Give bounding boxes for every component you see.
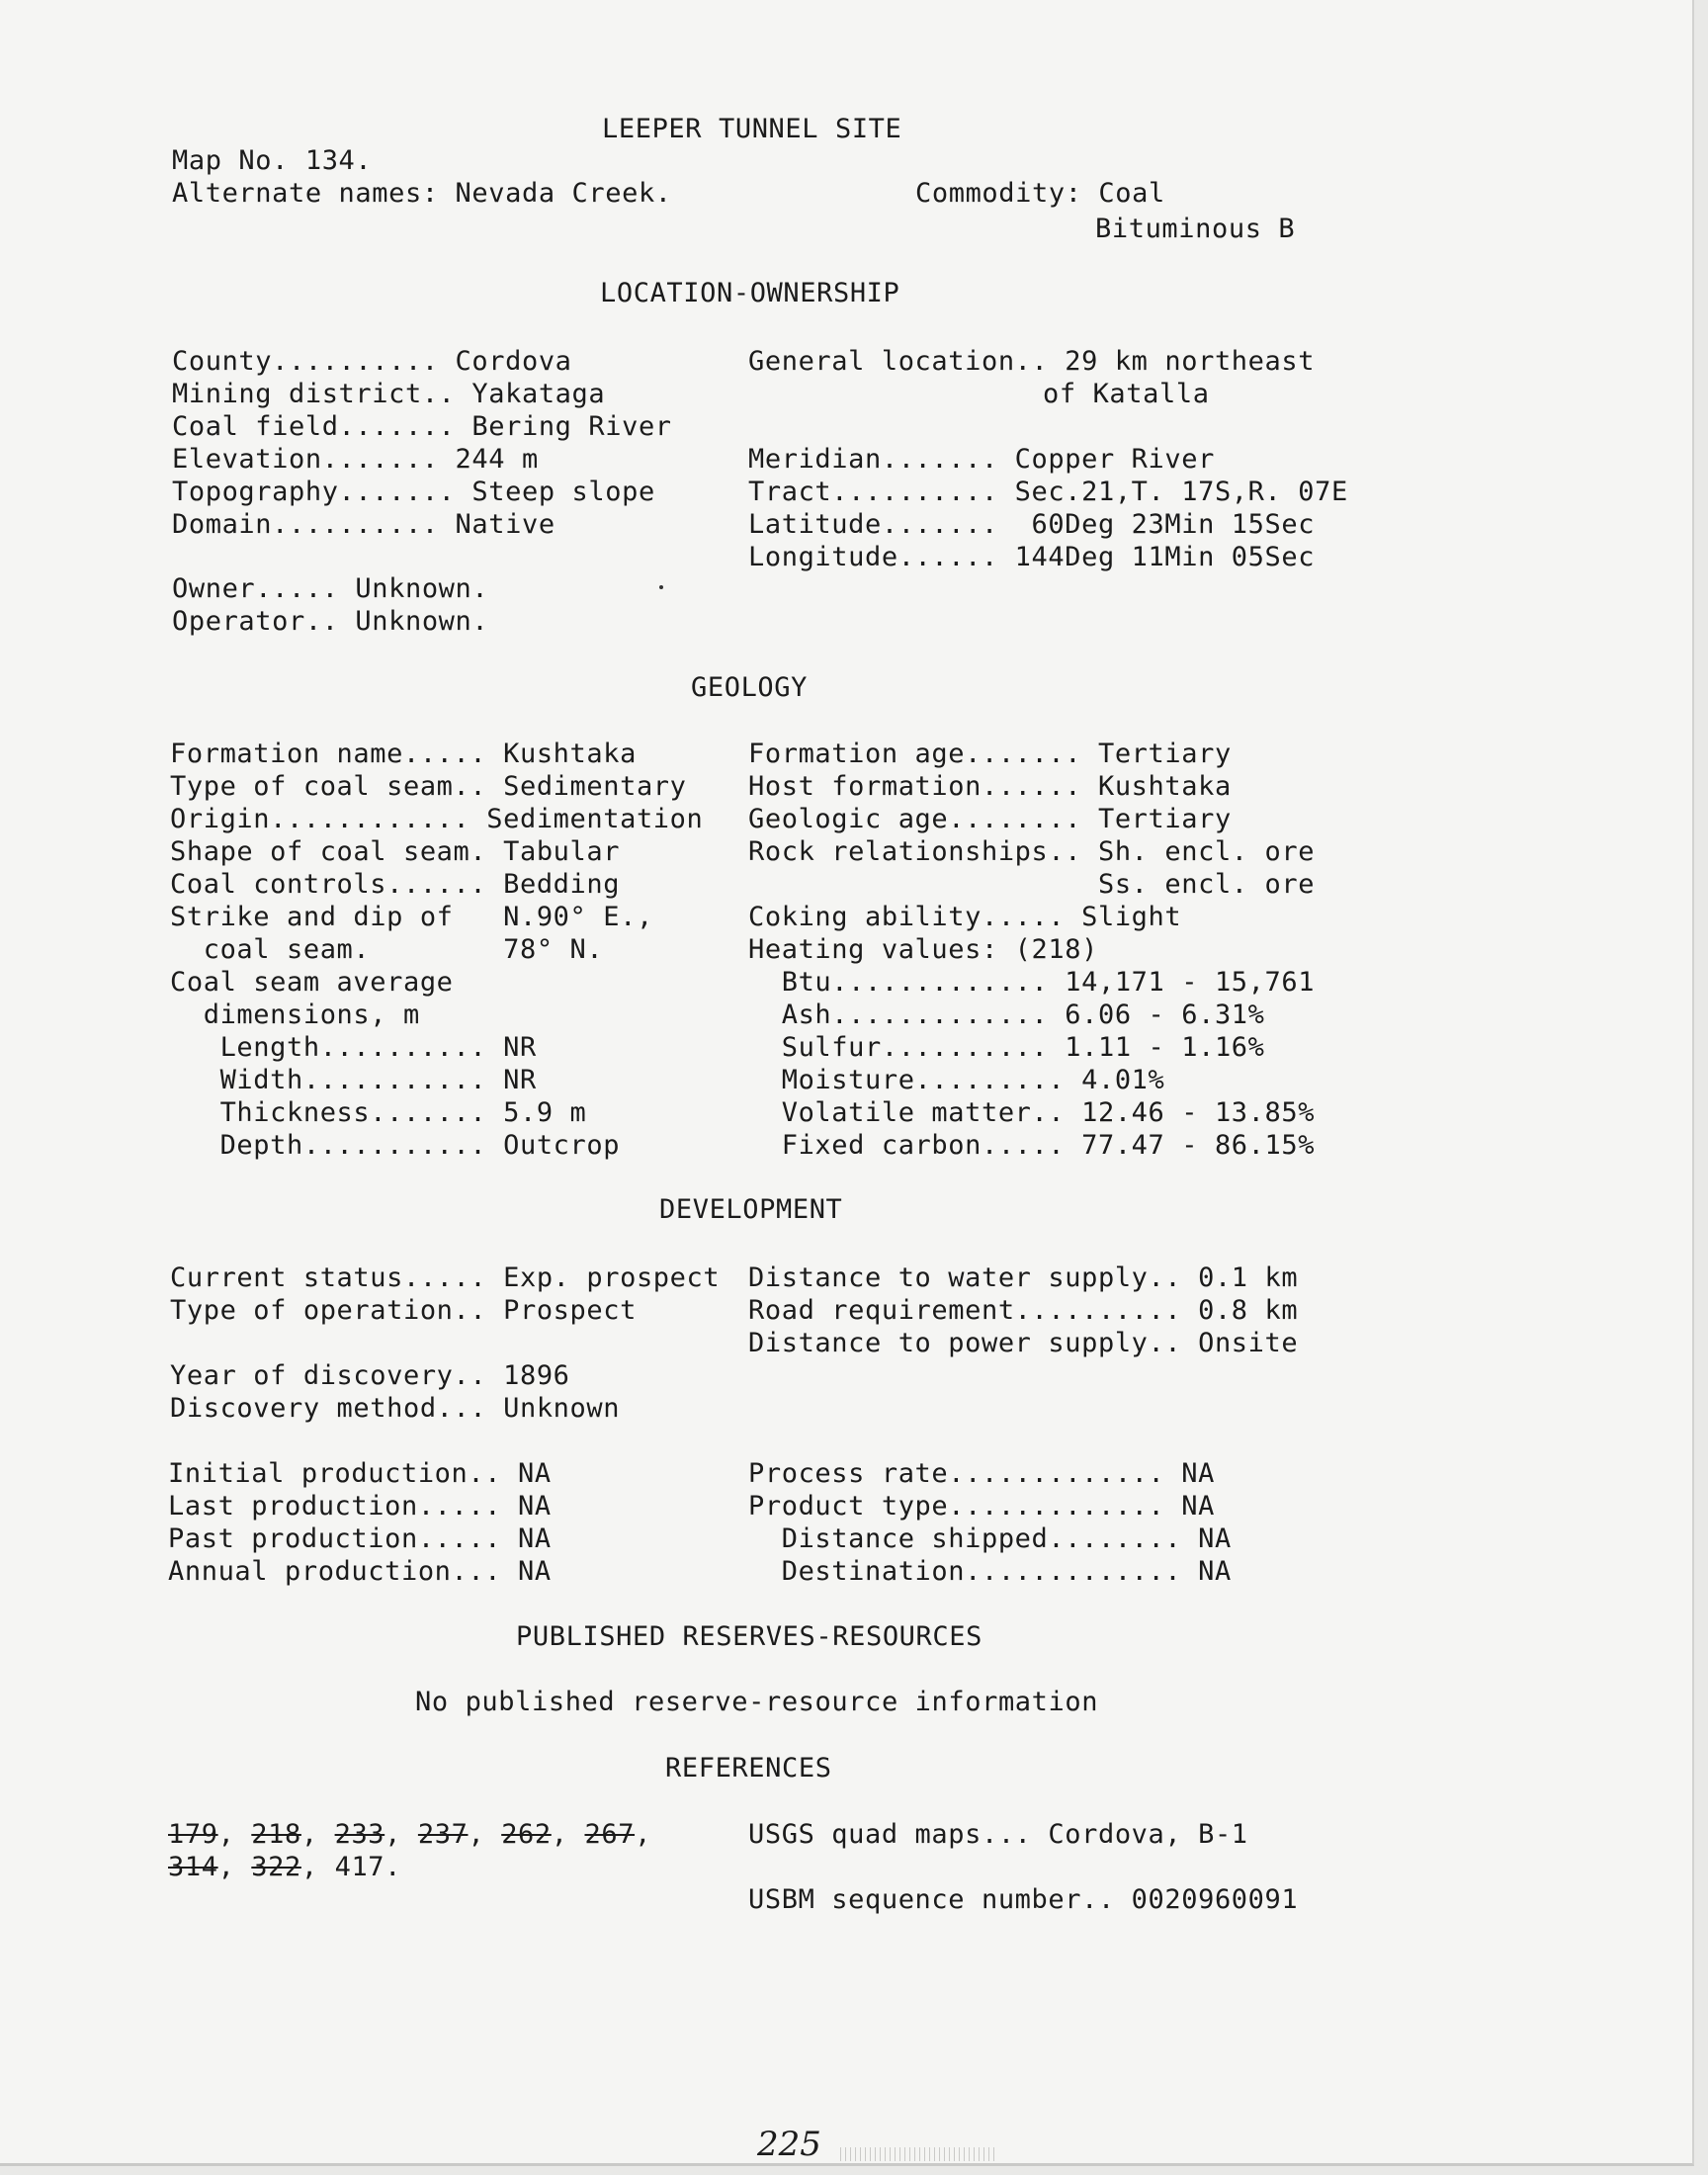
struck-reference: 322 xyxy=(251,1852,301,1882)
geology-field: Heating values: (218) xyxy=(748,934,1098,965)
struck-reference: 267 xyxy=(584,1819,636,1850)
map-number: Map No. 134. xyxy=(172,145,373,176)
location-field: Longitude...... 144Deg 11Min 05Sec xyxy=(748,542,1316,572)
production-field: Destination............. NA xyxy=(748,1556,1232,1587)
development-field: Distance to power supply.. Onsite xyxy=(748,1328,1299,1358)
production-field: Distance shipped........ NA xyxy=(748,1523,1232,1554)
production-field: Last production..... NA xyxy=(168,1491,552,1522)
struck-reference: 179 xyxy=(168,1819,218,1850)
geology-field: coal seam. 78° N. xyxy=(170,934,604,965)
geology-field: Moisture......... 4.01% xyxy=(748,1065,1165,1095)
geology-field: Coking ability..... Slight xyxy=(748,902,1182,932)
geology-field: Shape of coal seam. Tabular xyxy=(170,836,621,867)
geology-field: dimensions, m xyxy=(170,1000,420,1030)
geology-field: Origin............ Sedimentation xyxy=(170,804,704,834)
page-number: 225 xyxy=(757,2125,821,2164)
development-field: Road requirement.......... 0.8 km xyxy=(748,1295,1299,1326)
location-field: Domain.......... Native xyxy=(172,509,555,540)
location-field: Mining district.. Yakataga xyxy=(172,379,606,409)
struck-reference: 314 xyxy=(168,1852,218,1882)
geology-field: Strike and dip of N.90° E., xyxy=(170,902,653,932)
production-field: Process rate............. NA xyxy=(748,1458,1215,1489)
struck-reference: 233 xyxy=(334,1819,385,1850)
location-field: County.......... Cordova xyxy=(172,346,572,377)
location-field: Coal field....... Bering River xyxy=(172,411,672,442)
location-field: Latitude....... 60Deg 23Min 15Sec xyxy=(748,509,1316,540)
geology-field: Width........... NR xyxy=(170,1065,537,1095)
geology-field: Host formation...... Kushtaka xyxy=(748,771,1232,802)
location-field: Meridian....... Copper River xyxy=(748,444,1215,475)
geology-field: Ss. encl. ore xyxy=(748,869,1316,900)
geology-field: Ash............. 6.06 - 6.31% xyxy=(748,1000,1265,1030)
location-field: Topography....... Steep slope xyxy=(172,477,655,507)
geology-field: Type of coal seam.. Sedimentary xyxy=(170,771,687,802)
location-field: Elevation....... 244 m xyxy=(172,444,539,475)
geology-field: Volatile matter.. 12.46 - 13.85% xyxy=(748,1097,1316,1128)
development-field: Type of operation.. Prospect xyxy=(170,1295,637,1326)
development-field: Distance to water supply.. 0.1 km xyxy=(748,1262,1299,1293)
active-reference: 417. xyxy=(334,1852,402,1882)
owner: Owner..... Unknown. xyxy=(172,573,489,604)
reference-list-line-2: 314, 322, 417. xyxy=(168,1852,402,1882)
location-field: Tract.......... Sec.21,T. 17S,R. 07E xyxy=(748,477,1348,507)
ink-speck xyxy=(659,585,663,589)
struck-reference: 262 xyxy=(501,1819,552,1850)
geology-field: Btu............. 14,171 - 15,761 xyxy=(748,967,1316,998)
production-field: Initial production.. NA xyxy=(168,1458,552,1489)
reserves-text: No published reserve-resource information xyxy=(415,1687,1099,1717)
reference-list-line-1: 179, 218, 233, 237, 262, 267, xyxy=(168,1819,668,1850)
operator: Operator.. Unknown. xyxy=(172,606,489,637)
geology-field: Coal controls...... Bedding xyxy=(170,869,621,900)
production-field: Past production..... NA xyxy=(168,1523,552,1554)
section-heading-references: REFERENCES xyxy=(665,1753,832,1784)
struck-reference: 237 xyxy=(417,1819,469,1850)
geology-field: Thickness....... 5.9 m xyxy=(170,1097,587,1128)
section-heading-geology: GEOLOGY xyxy=(691,672,808,703)
geology-field: Formation age....... Tertiary xyxy=(748,739,1232,769)
section-heading-location: LOCATION-OWNERSHIP xyxy=(600,278,900,308)
geology-field: Geologic age........ Tertiary xyxy=(748,804,1232,834)
geology-field: Rock relationships.. Sh. encl. ore xyxy=(748,836,1316,867)
section-heading-reserves: PUBLISHED RESERVES-RESOURCES xyxy=(516,1621,982,1652)
commodity-detail: Bituminous B xyxy=(1095,214,1296,244)
geology-field: Coal seam average xyxy=(170,967,454,998)
usgs-quad-maps: USGS quad maps... Cordova, B-1 xyxy=(748,1819,1248,1850)
usbm-sequence-number: USBM sequence number.. 0020960091 xyxy=(748,1884,1299,1915)
alternate-names: Alternate names: Nevada Creek. xyxy=(172,178,672,209)
general-location: General location.. 29 km northeast xyxy=(748,346,1316,377)
general-location-cont: of Katalla xyxy=(1043,379,1210,409)
struck-reference: 218 xyxy=(251,1819,301,1850)
geology-field: Length.......... NR xyxy=(170,1032,537,1063)
geology-field: Formation name..... Kushtaka xyxy=(170,739,637,769)
production-field: Product type............. NA xyxy=(748,1491,1215,1522)
development-field: Current status..... Exp. prospect xyxy=(170,1262,721,1293)
section-heading-development: DEVELOPMENT xyxy=(659,1194,843,1225)
production-field: Annual production... NA xyxy=(168,1556,552,1587)
site-title: LEEPER TUNNEL SITE xyxy=(602,114,902,144)
commodity: Commodity: Coal xyxy=(915,178,1165,209)
development-field: Year of discovery.. 1896 xyxy=(170,1360,570,1391)
geology-field: Sulfur.......... 1.11 - 1.16% xyxy=(748,1032,1265,1063)
geology-field: Depth........... Outcrop xyxy=(170,1130,621,1161)
scan-binding-marks xyxy=(840,2147,998,2161)
geology-field: Fixed carbon..... 77.47 - 86.15% xyxy=(748,1130,1316,1161)
development-field: Discovery method... Unknown xyxy=(170,1393,621,1424)
